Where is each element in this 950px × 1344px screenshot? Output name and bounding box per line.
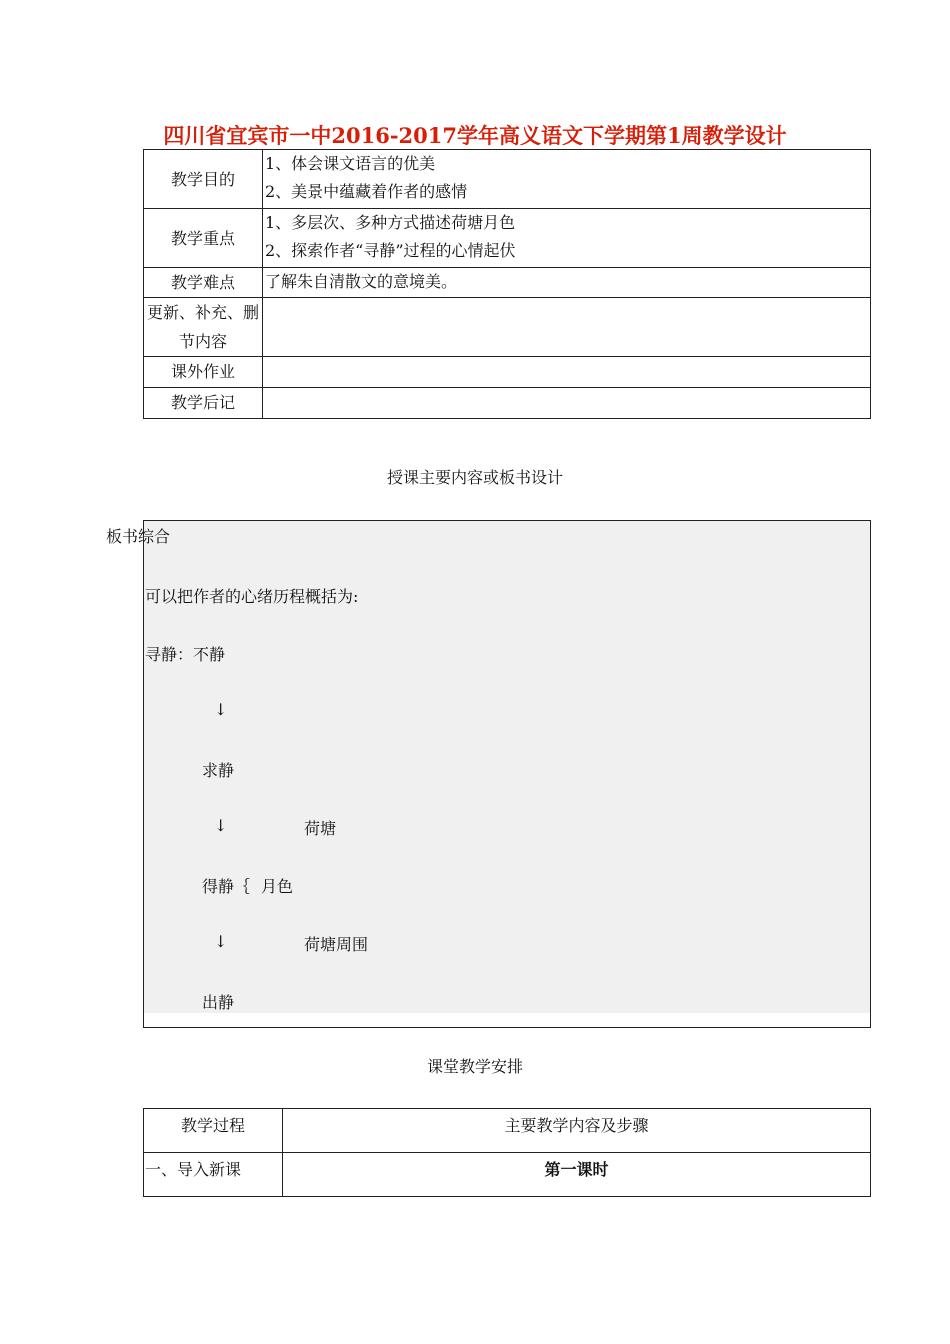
table-row [144,209,871,268]
value-line: 1、多层次、多种方式描述荷塘月色 [265,213,516,232]
arrow-down-icon: ↓ [214,932,228,951]
table-row [144,1109,871,1153]
row-label: 课外作业 [144,357,263,388]
value-line: 2、探索作者“寻静”过程的心情起伏 [265,241,516,260]
value-line: 1、体会课文语言的优美 [265,154,436,173]
label-line: 更新、补充、删 [146,303,259,322]
value-line: 了解朱自清散文的意境美。 [265,272,458,291]
table-row [144,388,871,419]
row-label: 教学目的 [144,150,263,209]
board-heading: 板书综合 [106,527,171,546]
row-label: 教学后记 [144,388,263,419]
arrow-down-icon: ↓ [214,700,228,719]
board-line: 得静｛ [202,877,251,896]
section-heading: 课堂教学安排 [426,1057,523,1076]
board-line: 寻静：不静 [145,645,226,664]
board-branch: 月色 [261,877,294,896]
value-line: 2、美景中蕴藏着作者的感情 [265,182,468,201]
column-header: 主要教学内容及步骤 [283,1109,871,1153]
row-label [144,298,263,357]
board-line: 求静 [202,761,235,780]
row-value [263,298,871,357]
row-value [263,357,871,388]
row-value [263,150,871,209]
column-header: 教学过程 [144,1109,283,1153]
row-label: 教学难点 [144,268,263,298]
info-table [143,149,871,419]
table-row [144,357,871,388]
table-cell: 一、导入新课 [144,1153,283,1197]
table-row [144,268,871,298]
board-box [143,520,871,1028]
table-row [144,1153,871,1197]
table-cell: 第一课时 [283,1153,871,1197]
board-branch: 荷塘周围 [304,935,369,954]
row-value [263,268,871,298]
plan-table [143,1108,871,1197]
section-heading: 授课主要内容或板书设计 [386,468,563,487]
arrow-down-icon: ↓ [214,816,228,835]
row-label: 教学重点 [144,209,263,268]
table-row [144,298,871,357]
board-line: 出静 [202,993,235,1012]
row-value [263,209,871,268]
label-line: 节内容 [178,332,227,351]
row-value [263,388,871,419]
table-row [144,150,871,209]
board-intro: 可以把作者的心绪历程概括为: [145,587,359,606]
board-branch: 荷塘 [304,819,337,838]
page-title: 四川省宜宾市一中2016-2017学年高义语文下学期第1周教学设计 [163,123,787,148]
